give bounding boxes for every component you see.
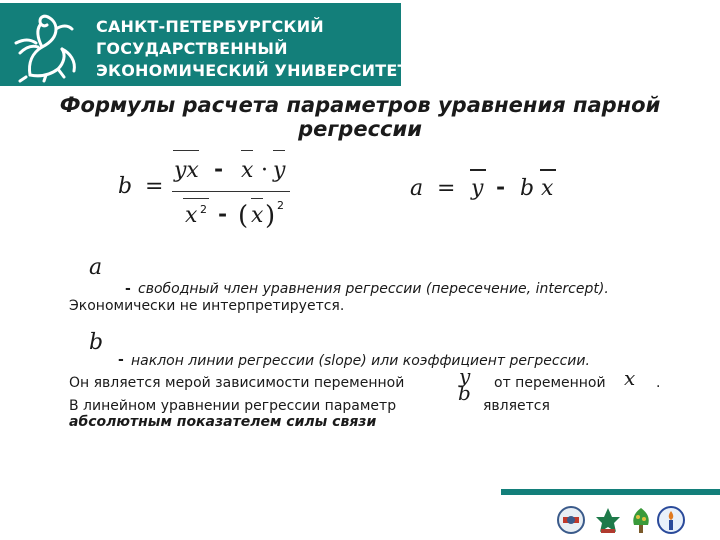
formula-a-x: x xyxy=(541,176,554,201)
formula-b-den-x: x xyxy=(185,203,198,228)
param-a-note: Экономически не интерпретируется. xyxy=(69,298,345,314)
param-a-description: свободный член уравнения регрессии (пересечение, intercept). xyxy=(138,281,609,297)
university-name-line-2: ГОСУДАРСТВЕННЫЙ xyxy=(96,39,288,58)
param-b-line1-part1: Он является мерой зависимости переменной xyxy=(69,375,405,391)
param-b-var-b: b xyxy=(458,381,471,405)
param-b-line1-part2: от переменной xyxy=(494,375,606,391)
formula-b-den-x-exp: 2 xyxy=(200,203,207,216)
paren-left: ( xyxy=(238,201,249,231)
formula-a-y: y xyxy=(471,176,484,201)
university-name-line-3: ЭКОНОМИЧЕСКИЙ УНИВЕРСИТЕТ xyxy=(96,61,409,80)
formula-b-equals: = xyxy=(145,174,164,199)
formula-b-num-dot: · xyxy=(261,158,268,183)
formula-b-den-minus: - xyxy=(218,201,228,227)
tree-icon xyxy=(626,505,656,535)
param-b-var-y: y xyxy=(459,364,471,388)
param-b-description: наклон линии регрессии (slope) или коэффициент регрессии. xyxy=(131,353,590,369)
param-b-period: . xyxy=(656,375,661,391)
torch-icon xyxy=(656,505,686,535)
formula-a-lhs: a xyxy=(410,176,424,201)
formula-a-b: b xyxy=(520,176,535,201)
overline-x-paren xyxy=(251,198,263,199)
overline-y xyxy=(273,150,285,151)
formula-b-den-xbar-exp: 2 xyxy=(277,199,284,212)
formula-a-equals: = xyxy=(437,176,456,201)
paren-right: ) xyxy=(265,201,276,231)
formula-b-num-y: y xyxy=(273,158,286,183)
university-banner xyxy=(0,3,409,86)
slide-title: Формулы расчета параметров уравнения парной регрессии xyxy=(59,93,661,141)
overline-x xyxy=(241,150,253,151)
overline-x-bar xyxy=(540,169,556,171)
param-a-symbol: a xyxy=(89,255,103,280)
overline-yx xyxy=(173,150,199,151)
university-seal-icon xyxy=(556,505,586,535)
header xyxy=(0,0,720,92)
param-b-symbol: b xyxy=(89,330,104,355)
formula-a-minus: - xyxy=(496,174,506,200)
emblem-icon xyxy=(593,505,623,535)
university-name-line-1: САНКТ-ПЕТЕРБУРГСКИЙ xyxy=(96,17,324,36)
formula-b-num-minus: - xyxy=(214,156,224,182)
param-a-dash: - xyxy=(125,281,131,297)
formula-b-num-x: x xyxy=(241,158,254,183)
footer-accent-bar xyxy=(501,489,720,495)
overline-y-bar xyxy=(470,169,486,171)
formula-b-num-yx: yx xyxy=(174,158,199,183)
griffin-icon xyxy=(0,3,90,86)
param-b-line2-part1: В линейном уравнении регрессии параметр xyxy=(69,398,397,414)
formula-b-lhs: b xyxy=(118,174,133,199)
fraction-bar xyxy=(172,191,290,192)
param-b-var-x: x xyxy=(624,366,636,390)
param-b-line3: абсолютным показателем силы связи xyxy=(69,414,377,430)
param-b-dash: - xyxy=(118,352,124,368)
overline-x2 xyxy=(183,198,209,199)
param-b-line2-part2: является xyxy=(483,398,550,414)
formula-b-den-xbar: x xyxy=(251,203,264,228)
